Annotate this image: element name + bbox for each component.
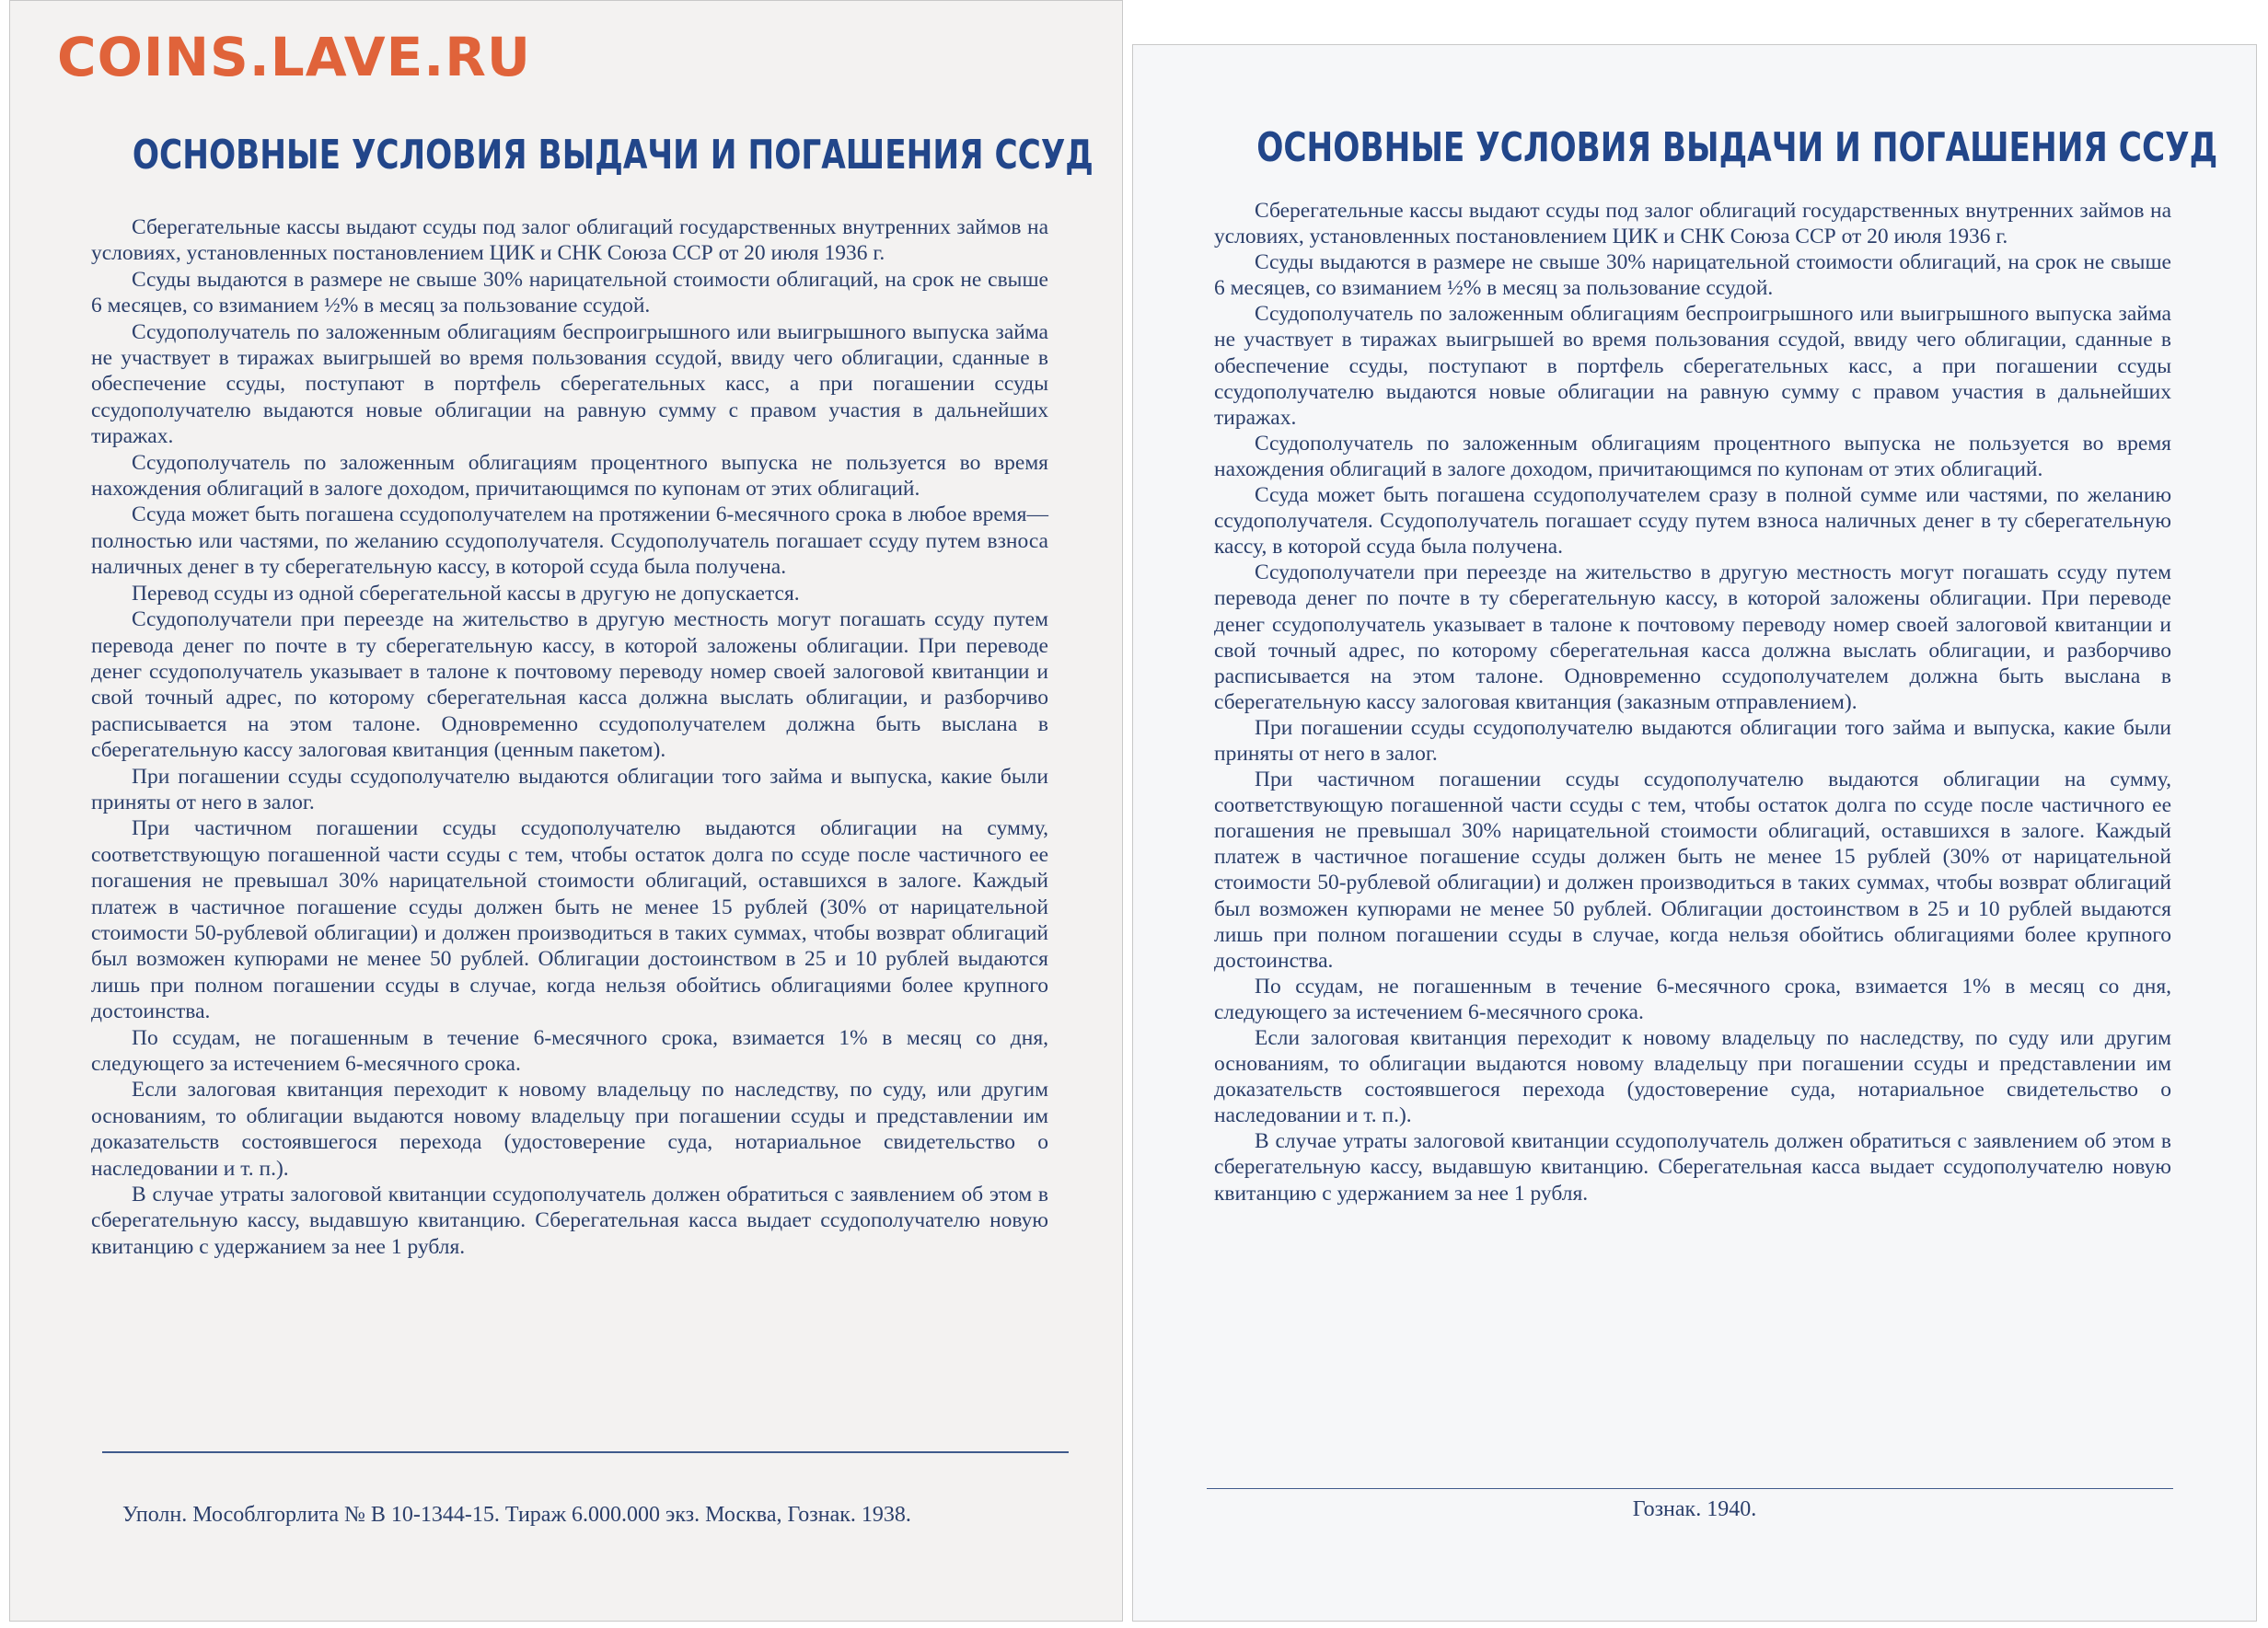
paragraph: Ссудополучатель по заложенным облигациям процентного выпуска не пользуется во время нахождения облигаций в залоге доходом, причитающимся по купонам от этих облигаций. xyxy=(91,450,1048,502)
paragraph: Ссуда может быть погашена ссудополучателем сразу в полной сумме или частями, по желанию ссудополучателя. Ссудополучатель погашает ссуду путем взноса наличных денег в ту сберегательную кассу, в которой ссуда была получена. xyxy=(1214,483,2171,560)
paragraph: При частичном погашении ссуды ссудополучателю выдаются облигации на сумму, соответствующую погашенной части ссуды с тем, чтобы остаток долга по ссуде после частичного ее погашения не превышал 30% нарицательной стоимости облигаций, оставшихся в залоге. Каждый платеж в частичное погашение ссуды должен быть не менее 15 рублей (30% от нарицательной стоимости 50-рублевой облигации) и должен производиться в таких суммах, чтобы возврат облигаций был возможен купюрами не менее 50 рублей. Облигации достоинством в 25 и 10 рублей выдаются лишь при полном погашении ссуды в случае, когда нельзя обойтись облигациями более крупного достоинства. xyxy=(91,816,1048,1024)
paragraph: В случае утраты залоговой квитанции ссудополучатель должен обратиться с заявлением об этом в сберегательную кассу, выдавшую квитанцию. Сберегательная касса выдает ссудополучателю новую квитанцию с удержанием за нее 1 рубля. xyxy=(91,1183,1048,1259)
paragraph: Сберегательные кассы выдают ссуды под залог облигаций государственных внутренних займов на условиях, установленных постановлением ЦИК и СНК Союза ССР от 20 июля 1936 г. xyxy=(1214,199,2171,249)
paragraph: Если залоговая квитанция переходит к новому владельцу по наследству, по суду или другим основаниям, то облигации выдаются новому владельцу при погашении ссуды и представлении им доказательств состоявшегося перехода (удостоверение суда, нотариальное свидетельство о наследовании и т. п.). xyxy=(1214,1026,2171,1128)
paragraph: Ссудополучатель по заложенным облигациям беспроигрышного или выигрышного выпуска займа не участвует в тиражах выигрышей во время пользования ссудой, ввиду чего облигации, сданные в обеспечение ссуды, поступают в портфель сберегательных касс, а при погашении ссуды ссудополучателю выдаются новые облигации на равную сумму с правом участия в дальнейших тиражах. xyxy=(1214,302,2171,430)
paragraph: Перевод ссуды из одной сберегательной кассы в другую не допускается. xyxy=(132,581,800,606)
paragraph: В случае утраты залоговой квитанции ссудополучатель должен обратиться с заявлением об этом в сберегательную кассу, выдавшую квитанцию. Сберегательная касса выдает ссудополучателю новую квитанцию с удержанием за нее 1 рубля. xyxy=(1214,1129,2171,1206)
terms-body xyxy=(1214,198,2171,1207)
footer-divider xyxy=(1207,1488,2173,1489)
imprint-footer: Гознак. 1940. xyxy=(1632,1497,1757,1521)
page-title: ОСНОВНЫЕ УСЛОВИЯ ВЫДАЧИ И ПОГАШЕНИЯ ССУД xyxy=(132,132,1094,179)
imprint-footer: Уполн. Мособлгорлита № В 10-1344-15. Тираж 6.000.000 экз. Москва, Гознак. 1938. xyxy=(122,1503,911,1527)
paragraph: Ссудополучатели при переезде на жительство в другую местность могут погашать ссуду путем перевода денег по почте в ту сберегательную кассу, в которой заложены облигации. При переводе денег ссудополучатель указывает в талоне к почтовому переводу номер своей залоговой квитанции и свой точный адрес, по которому сберегательная касса должна выслать облигации, и разборчиво расписывается на этом талоне. Одновременно ссудополучателем должна быть выслана в сберегательную кассу залоговая квитанция (заказным отправлением). xyxy=(1214,560,2171,714)
paragraph: Если залоговая квитанция переходит к новому владельцу по наследству, по суду, или другим основаниям, то облигации выдаются новому владельцу при погашении ссуды и представлении им доказательств состоявшегося перехода (удостоверение суда, нотариальное свидетельство о наследовании и т. п.). xyxy=(91,1078,1048,1181)
paragraph: При погашении ссуды ссудополучателю выдаются облигации того займа и выпуска, какие были приняты от него в залог. xyxy=(1214,715,2171,766)
document-page-left xyxy=(9,0,1123,1622)
paragraph: При частичном погашении ссуды ссудополучателю выдаются облигации на сумму, соответствующую погашенной части ссуды с тем, чтобы остаток долга по ссуде после частичного ее погашения не превышал 30% нарицательной стоимости облигаций, оставшихся в залоге. Каждый платеж в частичное погашение ссуды должен быть не менее 15 рублей (30% от нарицательной стоимости 50-рублевой облигации) и должен производиться в таких суммах, чтобы возврат облигаций был возможен купюрами не менее 50 рублей. Облигации достоинством в 25 и 10 рублей выдаются лишь при полном погашении ссуды в случае, когда нельзя обойтись облигациями более крупного достоинства. xyxy=(1214,768,2171,973)
page-title: ОСНОВНЫЕ УСЛОВИЯ ВЫДАЧИ И ПОГАШЕНИЯ ССУД xyxy=(1256,124,2218,171)
document-page-right xyxy=(1132,44,2257,1622)
footer-divider xyxy=(102,1451,1069,1453)
paragraph: Ссуды выдаются в размере не свыше 30% нарицательной стоимости облигаций, на срок не свыше 6 месяцев, со взиманием ½% в месяц за пользование ссудой. xyxy=(91,267,1048,318)
terms-body xyxy=(91,214,1048,1260)
paragraph: Ссуда может быть погашена ссудополучателем на протяжении 6-месячного срока в любое время—полностью или частями, по желанию ссудополучателя. Ссудополучатель погашает ссуду путем взноса наличных денег в ту сберегательную кассу, в которой ссуда была получена. xyxy=(91,502,1048,580)
paragraph: При погашении ссуды ссудополучателю выдаются облигации того займа и выпуска, какие были приняты от него в залог. xyxy=(91,764,1048,814)
paragraph: По ссудам, не погашенным в течение 6-месячного срока, взимается 1% в месяц со дня, следующего за истечением 6-месячного срока. xyxy=(1214,974,2171,1024)
watermark: COINS.LAVE.RU xyxy=(57,26,532,88)
paragraph: Ссуды выдаются в размере не свыше 30% нарицательной стоимости облигаций, на срок не свыше 6 месяцев, со взиманием ½% в месяц за пользование ссудой. xyxy=(1214,250,2171,301)
paragraph: Ссудополучатель по заложенным облигациям процентного выпуска не пользуется во время нахождения облигаций в залоге доходом, причитающимся по купонам от этих облигаций. xyxy=(1214,431,2171,481)
paragraph: По ссудам, не погашенным в течение 6-месячного срока, взимается 1% в месяц со дня, следующего за истечением 6-месячного срока. xyxy=(91,1025,1048,1076)
paragraph: Ссудополучатели при переезде на жительство в другую местность могут погашать ссуду путем перевода денег по почте в ту сберегательную кассу, в которой заложены облигации. При переводе денег ссудополучатель указывает в талоне к почтовому переводу номер своей залоговой квитанции и свой точный адрес, по которому сберегательная касса должна выслать облигации, и разборчиво расписывается на этом талоне. Одновременно ссудополучателем должна быть выслана в сберегательную кассу залоговая квитанция (ценным пакетом). xyxy=(91,607,1048,763)
paragraph: Ссудополучатель по заложенным облигациям беспроигрышного или выигрышного выпуска займа не участвует в тиражах выигрышей во время пользования ссудой, ввиду чего облигации, сданные в обеспечение ссуды, поступают в портфель сберегательных касс, а при погашении ссуды ссудополучателю выдаются новые облигации на равную сумму с правом участия в дальнейших тиражах. xyxy=(91,319,1048,449)
paragraph: Сберегательные кассы выдают ссуды под залог облигаций государственных внутренних займов на условиях, установленных постановлением ЦИК и СНК Союза ССР от 20 июля 1936 г. xyxy=(91,215,1048,266)
